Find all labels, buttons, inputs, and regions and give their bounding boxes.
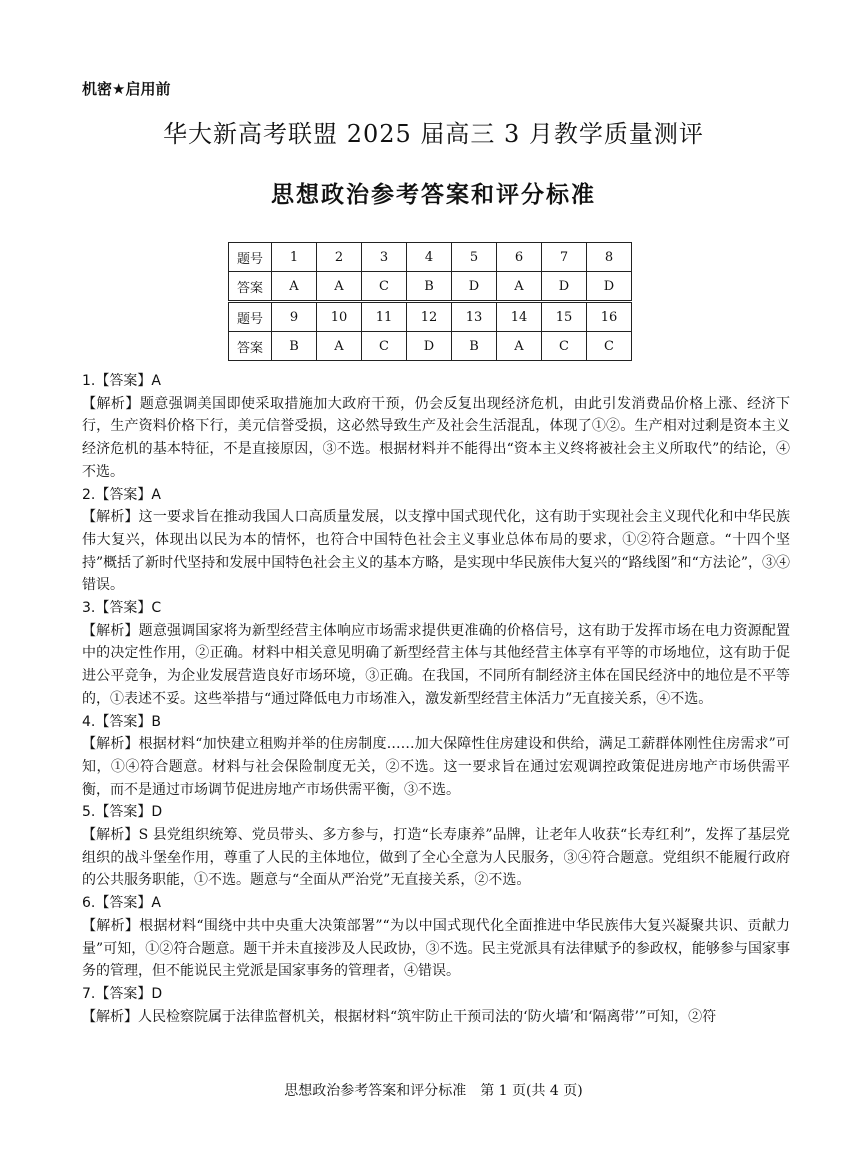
question-number: 15 <box>542 302 587 332</box>
row-label-answer: 答案 <box>229 272 272 302</box>
question-analysis: 【解析】根据材料“加快建立租购并举的住房制度……加大保障性住房建设和供给，满足工薪群体刚性住房需求”可知，①④符合题意。材料与社会保险制度无关，②不选。这一要求旨在通过宏观调控政策促进房地产市场供需平衡，而不是通过市场调节促进房地产市场供需平衡，③不选。 <box>82 736 790 798</box>
question-number: 11 <box>362 302 407 332</box>
question-answer-line: 3.【答案】C <box>82 600 162 617</box>
question-answer-line: 2.【答案】A <box>82 486 161 503</box>
question-analysis: 【解析】题意强调美国即使采取措施加大政府干预，仍会反复出现经济危机，由此引发消费品价格上涨、经济下行，生产资料价格下行，美元信誉受损，这必然导致生产及社会生活混乱，体现了①②。生产相对过剩是资本主义经济危机的基本特征，不是直接原因，③不选。根据材料并不能得出“资本主义终将被社会主义所取代”的结论，④不选。 <box>82 395 790 480</box>
answer-cell: D <box>542 272 587 302</box>
question-number: 2 <box>317 243 362 272</box>
question-number: 9 <box>272 302 317 332</box>
question-analysis: 【解析】题意强调国家将为新型经营主体响应市场需求提供更准确的价格信号，这有助于发挥市场在电力资源配置中的决定性作用，②正确。材料中相关意见明确了新型经营主体与其他经营主体享有平等的市场地位，这有助于促进公平竞争，为企业发展营造良好市场环境，③正确。在我国，不同所有制经济主体在国民经济中的地位是不平等的，①表述不妥。这些举措与“通过降低电力市场准入，激发新型经营主体活力”无直接关系，④不选。 <box>82 622 790 707</box>
explanations-list <box>82 370 790 1028</box>
question-number: 3 <box>362 243 407 272</box>
answer-cell: A <box>317 332 362 361</box>
answer-table-number-row-1 <box>229 243 632 272</box>
answer-cell: A <box>317 272 362 302</box>
answer-cell: A <box>272 272 317 302</box>
question-answer-line: 4.【答案】B <box>82 713 161 730</box>
question-block <box>82 892 790 983</box>
question-block <box>82 801 790 892</box>
question-number: 7 <box>542 243 587 272</box>
row-label-number: 题号 <box>229 243 272 272</box>
answer-table-answer-row-1 <box>229 272 632 302</box>
question-analysis: 【解析】根据材料“围绕中共中央重大决策部署”“为以中国式现代化全面推进中华民族伟大复兴凝聚共识、贡献力量”可知，①②符合题意。题干并未直接涉及人民政协，③不选。民主党派具有法律赋予的参政权，能够参与国家事务的管理，但不能说民主党派是国家事务的管理者，④错误。 <box>82 917 790 980</box>
question-answer-line: 6.【答案】A <box>82 895 161 912</box>
question-answer-line: 5.【答案】D <box>82 804 163 821</box>
answer-cell: B <box>452 332 497 361</box>
answer-cell: A <box>497 272 542 302</box>
page-footer: 思想政治参考答案和评分标准 第 1 页(共 4 页) <box>284 1083 583 1099</box>
question-block <box>82 484 790 598</box>
question-analysis: 【解析】人民检察院属于法律监督机关，根据材料“筑牢防止干预司法的‘防火墙’和‘隔离带’”可知，②符 <box>82 1008 717 1025</box>
answer-cell: C <box>542 332 587 361</box>
question-number: 1 <box>272 243 317 272</box>
question-block <box>82 597 790 711</box>
answer-cell: C <box>362 272 407 302</box>
question-analysis: 【解析】这一要求旨在推动我国人口高质量发展，以支撑中国式现代化，这有助于实现社会主义现代化和中华民族伟大复兴，体现出以民为本的情怀，也符合中国特色社会主义事业总体布局的要求，①②符合题意。“十四个坚持”概括了新时代坚持和发展中国特色社会主义的基本方略，是实现中华民族伟大复兴的“路线图”和“方法论”，③④错误。 <box>82 509 790 594</box>
answer-cell: C <box>587 332 632 361</box>
question-number: 16 <box>587 302 632 332</box>
answer-table-answer-row-2 <box>229 332 632 361</box>
confidential-mark: 机密★启用前 <box>82 80 171 98</box>
question-block <box>82 370 790 484</box>
question-number: 12 <box>407 302 452 332</box>
answer-table-number-row-2 <box>229 302 632 332</box>
answer-cell: B <box>407 272 452 302</box>
question-analysis: 【解析】S 县党组织统筹、党员带头、多方参与，打造“长寿康养”品牌，让老年人收获“长寿红利”，发挥了基层党组织的战斗堡垒作用，尊重了人民的主体地位，做到了全心全意为人民服务，③④符合题意。党组织不能履行政府的公共服务职能，①不选。题意与“全面从严治党”无直接关系，②不选。 <box>82 827 790 889</box>
question-number: 6 <box>497 243 542 272</box>
answer-cell: D <box>452 272 497 302</box>
question-number: 8 <box>587 243 632 272</box>
question-block <box>82 711 790 802</box>
answer-cell: C <box>362 332 407 361</box>
question-number: 10 <box>317 302 362 332</box>
row-label-answer: 答案 <box>229 332 272 361</box>
answer-cell: D <box>407 332 452 361</box>
question-number: 5 <box>452 243 497 272</box>
row-label-number: 题号 <box>229 302 272 332</box>
page-title: 华大新高考联盟 2025 届高三 3 月教学质量测评 <box>163 120 704 148</box>
question-block <box>82 983 790 1028</box>
answer-cell: A <box>497 332 542 361</box>
answer-cell: D <box>587 272 632 302</box>
question-answer-line: 1.【答案】A <box>82 373 161 389</box>
question-number: 4 <box>407 243 452 272</box>
question-number: 14 <box>497 302 542 332</box>
answer-cell: B <box>272 332 317 361</box>
question-answer-line: 7.【答案】D <box>82 985 163 1002</box>
answer-table <box>228 242 632 361</box>
question-number: 13 <box>452 302 497 332</box>
page-subtitle: 思想政治参考答案和评分标准 <box>271 182 596 208</box>
